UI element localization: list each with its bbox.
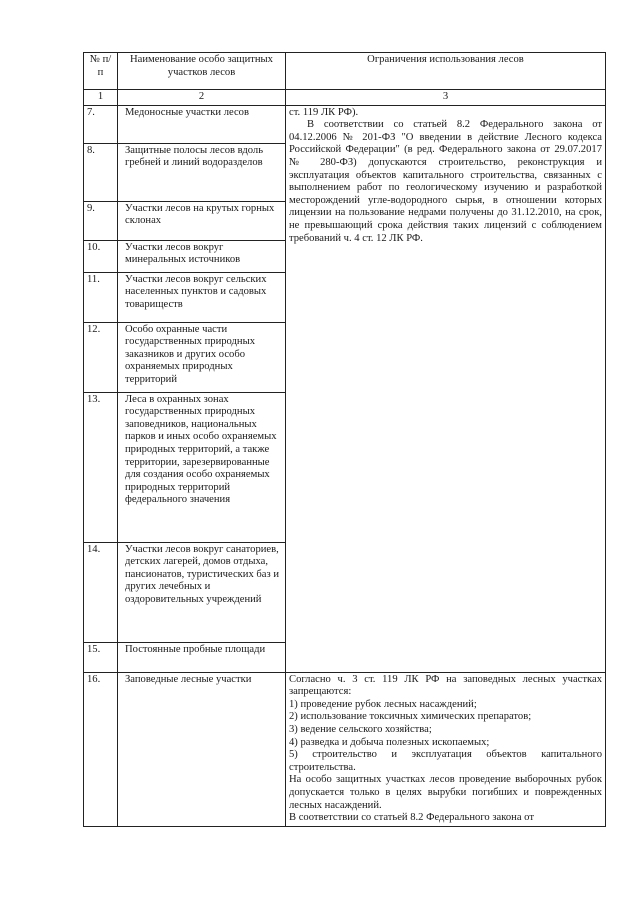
row-number: 11. — [84, 272, 118, 322]
column-number-1: 1 — [84, 90, 118, 106]
restriction-item: 5) строительство и эксплуатация объектов капитального строительства. — [289, 749, 602, 773]
restriction-cell — [286, 672, 606, 826]
header-restrictions: Ограничения использования лесов — [286, 53, 606, 90]
restriction-cell-shared — [286, 105, 606, 672]
area-name: Постоянные пробные площади — [118, 642, 286, 672]
row-number: 13. — [84, 392, 118, 542]
restriction-item: 3) ведение сельского хозяйства; — [289, 723, 432, 735]
header-name: Наименование особо защитных участков лесов — [118, 53, 286, 90]
restriction-item: 2) использование токсичных химических препаратов; — [289, 711, 532, 723]
area-name: Участки лесов на крутых горных склонах — [118, 201, 286, 240]
table-header-row — [84, 53, 606, 90]
restriction-text: На особо защитных участках лесов проведение выборочных рубок допускается только в целях вырубки погибших и поврежденных лесных насаждений. — [289, 774, 602, 811]
row-number: 16. — [84, 672, 118, 826]
restriction-text: Согласно ч. 3 ст. 119 ЛК РФ на заповедных лесных участках запрещаются: — [289, 673, 602, 698]
area-name: Особо охранные части государственных природных заказников и других особо охраняемых природных территорий — [118, 322, 286, 392]
table-row — [84, 105, 606, 143]
area-name: Защитные полосы лесов вдоль гребней и линий водоразделов — [118, 143, 286, 201]
row-number: 9. — [84, 201, 118, 240]
column-numbering-row — [84, 90, 606, 106]
restriction-item: 1) проведение рубок лесных насаждений; — [289, 698, 477, 710]
restriction-text: В соответствии со статьей 8.2 Федерального закона от 04.12.2006 № 201-ФЗ "О введении в действие Лесного кодекса Российской Федерации" (в ред. Федерального закона от 29.07.2017 № 280-ФЗ) допускаются строительство, реконструкция и эксплуатация объектов капитального строительства, связанных с выполнением работ по геологическому изучению и разработкой месторождений угле-водородного сырья, в отношении которых лицензии на пользование недрами получены до 31.12.2010, на срок, не превышающий срока действия таких лицензий с соблюдением требований ч. 4 ст. 12 ЛК РФ. — [289, 119, 602, 244]
restriction-item: 4) разведка и добыча полезных ископаемых; — [289, 736, 490, 748]
area-name: Заповедные лесные участки — [118, 672, 286, 826]
protective-forest-table — [83, 52, 606, 827]
area-name: Медоносные участки лесов — [118, 105, 286, 143]
area-name: Участки лесов вокруг санаториев, детских лагерей, домов отдыха, пансионатов, туристических баз и других лечебных и оздоровительных учреждений — [118, 542, 286, 642]
table-row — [84, 672, 606, 826]
column-number-2: 2 — [118, 90, 286, 106]
area-name: Леса в охранных зонах государственных природных заповедников, национальных парков и иных особо охраняемых природных территорий, а также территории, зарезервированные для создания особо охраняемых природных территорий федерального значения — [118, 392, 286, 542]
area-name: Участки лесов вокруг минеральных источников — [118, 240, 286, 272]
restriction-text: В соответствии со статьей 8.2 Федерального закона от — [289, 812, 534, 824]
header-number: № п/п — [84, 53, 118, 90]
column-number-3: 3 — [286, 90, 606, 106]
row-number: 8. — [84, 143, 118, 201]
area-name: Участки лесов вокруг сельских населенных пунктов и садовых товариществ — [118, 272, 286, 322]
row-number: 7. — [84, 105, 118, 143]
restriction-text: ст. 119 ЛК РФ). — [289, 106, 359, 118]
row-number: 12. — [84, 322, 118, 392]
row-number: 14. — [84, 542, 118, 642]
row-number: 10. — [84, 240, 118, 272]
row-number: 15. — [84, 642, 118, 672]
